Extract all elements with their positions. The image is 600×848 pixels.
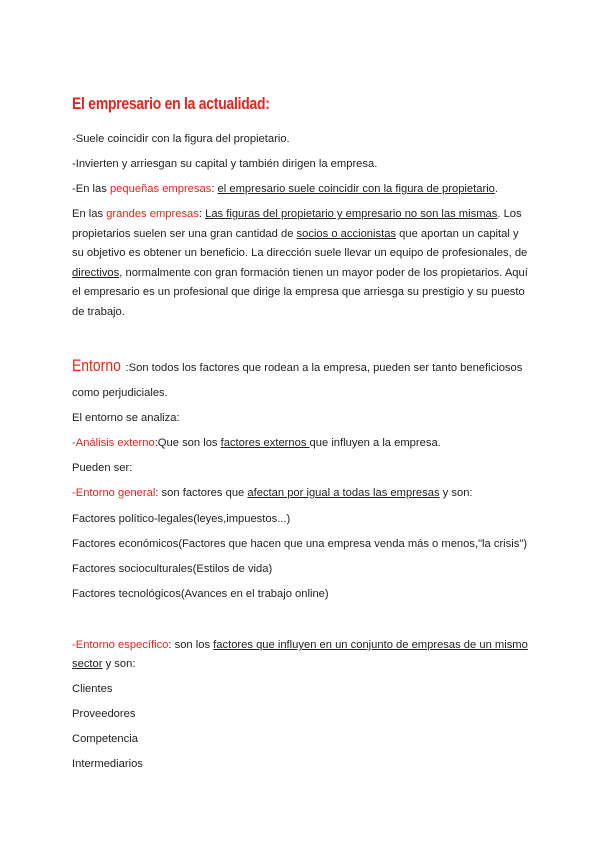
list-item: Factores socioculturales(Estilos de vida) [72,563,273,575]
text-fragment: y son: [102,658,136,670]
list-item: Factores tecnológicos(Avances en el trabajo online) [72,588,329,600]
list-item: Proveedores [72,708,136,720]
text-line: Pueden ser: [72,462,133,474]
section-title-empresario: El empresario en la actualidad: [72,94,270,113]
text-fragment: , normalmente con gran formación tienen un mayor poder de los propietarios. Aquí el empresario es un profesional que dirige la empresa que arriesga su prestigio y su puesto de trabajo. [72,266,528,318]
text-line [72,484,473,504]
list-item: Intermediarios [72,758,143,770]
paragraph-grandes-empresas [72,205,528,322]
text-line [72,636,528,656]
text-line [72,180,498,200]
highlight-term: -Análisis externo [72,437,155,449]
text-line [72,655,135,675]
section-title-entorno: Entorno [72,356,121,375]
highlight-term: -Entorno general [72,487,156,499]
text-line: El entorno se analiza: [72,412,180,424]
entorno-heading-line [72,356,522,379]
text-fragment: que aportan un capital y su objetivo es obtener un beneficio. La dirección suele llevar un equipo de profesionales, de [72,227,528,259]
text-line [72,434,441,454]
text-fragment: : [211,183,218,195]
underlined-text: el empresario suele coincidir con la figura de propietario [217,183,495,195]
text-fragment: : son factores que [155,487,248,499]
text-fragment: : son los [168,639,214,651]
text-line: -Invierten y arriesgan su capital y también dirigen la empresa. [72,158,378,170]
underlined-text: socios o accionistas [296,227,397,240]
text-fragment: y son: [439,487,473,499]
list-item: Factores político-legales(leyes,impuestos...) [72,513,291,525]
list-item: Competencia [72,733,138,745]
text-line: -Suele coincidir con la figura del propietario. [72,133,290,145]
underlined-text: directivos [72,266,120,279]
text-fragment: que influyen a la empresa. [309,437,441,449]
text-line: como perjudiciales. [72,387,168,399]
text-fragment: :Que son los [154,437,221,449]
underlined-text: factores externos [220,437,310,449]
text-fragment: . [494,183,499,195]
list-item: Factores económicos(Factores que hacen que una empresa venda más o menos,"la crisis") [72,538,528,550]
list-item: Clientes [72,683,113,695]
text-fragment: En las [72,208,107,220]
text-fragment: . Los propietarios suelen ser una gran cantidad de [72,208,522,240]
text-fragment: : [198,208,206,220]
underlined-text: factores que influyen en un conjunto de empresas de un mismo [213,639,528,651]
text-fragment: :Son todos los factores que rodean a la empresa, pueden ser tanto beneficiosos [125,362,523,374]
highlight-term: pequeñas empresas [109,183,212,195]
highlight-term: -Entorno específico [72,639,169,651]
text-fragment: -En las [72,183,110,195]
underlined-text: sector [72,658,103,670]
highlight-term: grandes empresas [106,208,199,220]
underlined-text: afectan por igual a todas las empresas [247,487,440,499]
underlined-text: Las figuras del propietario y empresario no son las mismas [205,208,498,220]
